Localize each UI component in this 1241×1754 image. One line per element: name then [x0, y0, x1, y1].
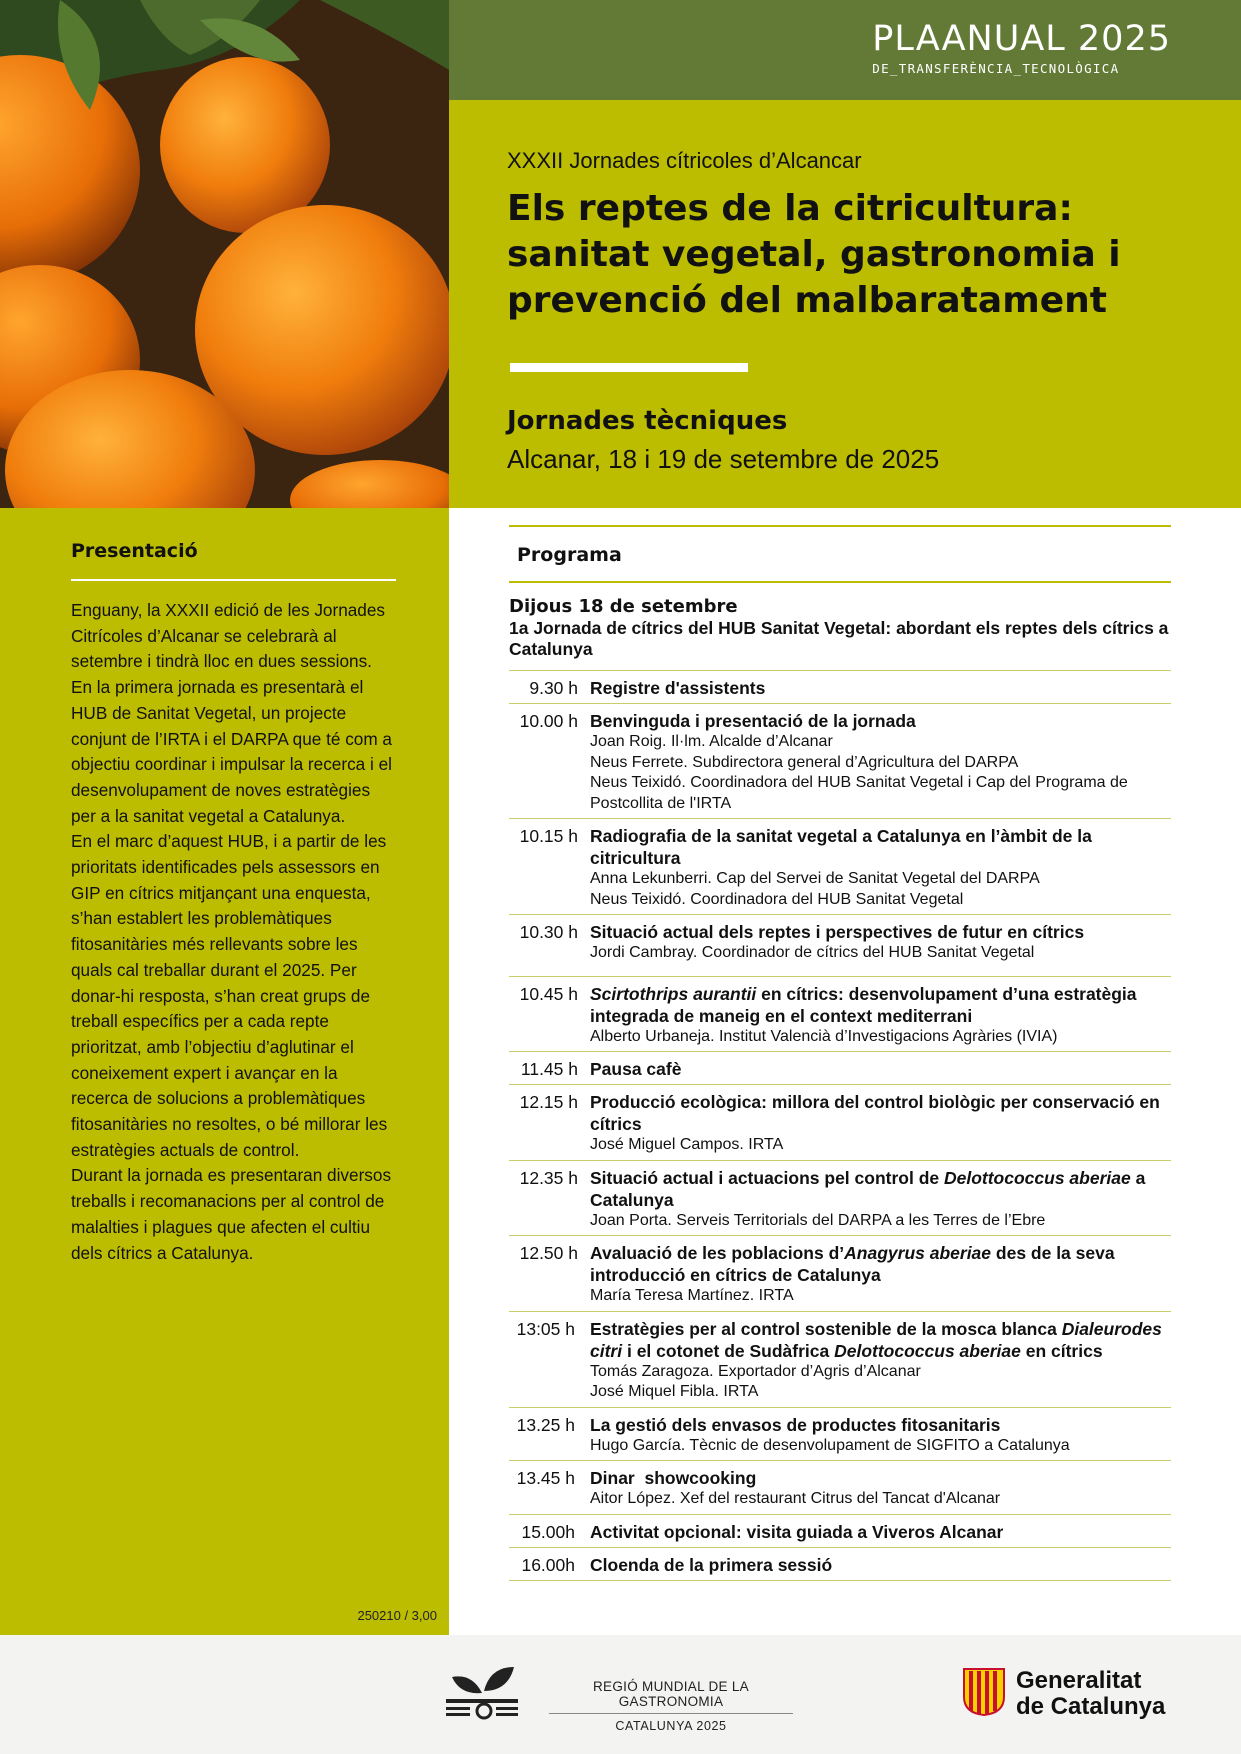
event-title: Els reptes de la citricultura: sanitat vegetal, gastronomia i prevenció del malbaratament [507, 188, 1121, 321]
presentation-paragraph: Enguany, la XXXII edició de les Jornades Citrícoles d’Alcanar se celebrarà al setembre i tindrà lloc en dues sessions. [71, 600, 386, 672]
row-title: La gestió dels envasos de productes fitosanitaris [590, 1414, 1001, 1435]
row-time: 16.00h [521, 1554, 575, 1575]
row-time: 10.00 h [519, 711, 578, 731]
programme-row [509, 819, 1171, 915]
row-title: Benvinguda i presentació de la jornada [590, 711, 916, 731]
row-time: 10.45 h [519, 983, 578, 1004]
presentation-sidebar [0, 508, 449, 1635]
presentation-paragraph: Durant la jornada es presentaran diversos treballs i recomanacions per al control de malalties i plagues que afecten el cultiu dels cítrics a Catalunya. [71, 1165, 392, 1263]
generalitat-line2: de Catalunya [1016, 1693, 1166, 1720]
programme-row [509, 1312, 1171, 1408]
programme-row [509, 1085, 1171, 1161]
row-time: 12.50 h [519, 1243, 578, 1263]
title-divider [510, 363, 748, 372]
species-name: Scirtothrips aurantii [590, 983, 757, 1004]
day-header [509, 583, 1171, 671]
row-speaker: Joan Roig. Il·lm. Alcalde d’Alcanar [590, 733, 833, 750]
row-title: Cloenda de la primera sessió [590, 1554, 833, 1575]
presentation-paragraph: En la primera jornada es presentarà el HUB de Sanitat Vegetal, un projecte conjunt de l’IRTA i el DARPA que té com a objectiu coordinar i impulsar la recerca i el desenvolupament de noves estratègies per a la sanitat vegetal a Catalunya. [71, 677, 392, 826]
gastronomy-region-text [549, 1679, 793, 1733]
row-speaker: Neus Teixidó. Coordinadora del HUB Sanitat Vegetal i Cap del Programa de Postcollita de l'IRTA [590, 774, 1128, 812]
row-speaker: Neus Ferrete. Subdirectora general d’Agricultura del DARPA [590, 753, 1019, 771]
day-title: Dijous 18 de setembre [509, 596, 738, 617]
row-time: 15.00h [521, 1521, 575, 1542]
presentation-divider [71, 579, 396, 581]
programme-title: Programa [517, 544, 622, 566]
species-name: Delottococcus aberiae [943, 1167, 1131, 1188]
programme-row [509, 1548, 1171, 1581]
row-time: 9.30 h [529, 678, 578, 698]
rmg-line2: CATALUNYA 2025 [615, 1719, 727, 1733]
row-title: Estratègies per al control sostenible de la mosca blanca Dialeurodes citri i el cotonet de Sudàfrica Delottococcus aberiae en cítrics [590, 1318, 1162, 1361]
programme-row [509, 1515, 1171, 1548]
generalitat-emblem [962, 1667, 1006, 1717]
row-title: Producció ecològica: millora del control biològic per conservació en cítrics [590, 1092, 1160, 1134]
row-time: 13.25 h [516, 1414, 575, 1435]
event-header [449, 100, 1241, 508]
row-speaker: María Teresa Martínez. IRTA [590, 1287, 794, 1304]
row-title: Dinar showcooking [590, 1468, 757, 1488]
row-speaker: Neus Teixidó. Coordinadora del HUB Sanitat Vegetal [590, 890, 964, 908]
row-time: 10.30 h [519, 922, 578, 942]
plan-logo-sub: DE_TRANSFERÈNCIA_TECNOLÒGICA [872, 61, 1120, 76]
presentation-paragraph: En el marc d’aquest HUB, i a partir de les prioritats identificades pels assessors en GIP en cítrics mitjançant una enquesta, s’han establert les problemàtiques fitosanitàries més rellevants sobre les quals cal treballar durant el 2025. Per donar-hi resposta, s’han creat grups de treball específics per a cada repte prioritzat, amb l’objectiu d’aglutinar el coneixement expert i avançar en la recerca de solucions a problemàtiques fitosanitàries no resoltes, o bé millorar les estratègies actuals de control. [71, 831, 388, 1160]
oranges-photo [0, 0, 449, 508]
programme-row [509, 1052, 1171, 1085]
presentation-title: Presentació [71, 540, 198, 562]
event-place-date: Alcanar, 18 i 19 de setembre de 2025 [507, 444, 940, 474]
row-title: Scirtothrips aurantii en cítrics: desenvolupament d’una estratègia integrada de maneig en el context mediterrani [590, 983, 1137, 1026]
row-time: 11.45 h [520, 1059, 578, 1079]
row-speaker: Aitor López. Xef del restaurant Citrus del Tancat d'Alcanar [590, 1490, 1001, 1507]
programme-row [509, 704, 1171, 819]
document-code: 250210 / 3,00 [357, 1608, 437, 1623]
row-title: Pausa cafè [590, 1059, 682, 1079]
programme-row [509, 1408, 1171, 1462]
row-time: 13.45 h [516, 1468, 575, 1488]
row-speaker: José Miquel Fibla. IRTA [590, 1383, 759, 1400]
programme [509, 525, 1171, 1581]
event-subtitle: XXXII Jornades cítricoles d’Alcancar [507, 148, 862, 173]
generalitat-name [1016, 1668, 1165, 1720]
programme-row [509, 977, 1171, 1053]
plan-logo-main: PLAANUAL 2025 [872, 19, 1171, 59]
species-name: Anagyrus aberiae [844, 1243, 992, 1263]
row-title: Activitat opcional: visita guiada a Viveros Alcanar [590, 1521, 1004, 1542]
row-time: 12.35 h [519, 1167, 578, 1188]
row-title: Radiografia de la sanitat vegetal a Catalunya en l’àmbit de la citricultura [590, 826, 1092, 868]
gastronomy-region-logo [442, 1663, 522, 1723]
row-speaker: Alberto Urbaneja. Institut Valencià d’Investigacions Agràries (IVIA) [590, 1027, 1058, 1045]
day-subtitle: 1a Jornada de cítrics del HUB Sanitat Vegetal: abordant els reptes dels cítrics a Catalunya [509, 618, 1169, 659]
event-type: Jornades tècniques [507, 406, 788, 436]
row-time: 10.15 h [519, 826, 578, 846]
footer [0, 1635, 1241, 1754]
row-speaker: Anna Lekunberri. Cap del Servei de Sanitat Vegetal del DARPA [590, 870, 1040, 887]
plan-band [449, 0, 1241, 100]
row-title: Situació actual dels reptes i perspectives de futur en cítrics [590, 922, 1085, 942]
programme-row [509, 671, 1171, 704]
row-title: Avaluació de les poblacions d’Anagyrus aberiae des de la seva introducció en cítrics de Catalunya [590, 1243, 1115, 1285]
row-speaker: Jordi Cambray. Coordinador de cítrics del HUB Sanitat Vegetal [590, 944, 1035, 961]
presentation-text [71, 598, 396, 1266]
programme-row [509, 915, 1171, 977]
plan-anual-logo [872, 19, 1171, 76]
row-title: Situació actual i actuacions pel control de Delottococcus aberiae a Catalunya [590, 1167, 1146, 1210]
row-title: Registre d'assistents [590, 678, 766, 698]
species-name: Delottococcus aberiae [834, 1340, 1021, 1361]
generalitat-line1: Generalitat [1016, 1667, 1142, 1694]
programme-row [509, 1236, 1171, 1312]
row-speaker: José Miguel Campos. IRTA [590, 1136, 784, 1153]
row-speaker: Hugo García. Tècnic de desenvolupament de SIGFITO a Catalunya [590, 1436, 1070, 1454]
programme-row [509, 1161, 1171, 1237]
rmg-line1: REGIÓ MUNDIAL DE LA GASTRONOMIA [549, 1679, 793, 1714]
row-time: 13:05 h [516, 1318, 575, 1339]
row-time: 12.15 h [519, 1092, 578, 1112]
programme-row [509, 1461, 1171, 1515]
species-name: Dialeurodes citri [590, 1318, 1162, 1361]
row-speaker: Tomás Zaragoza. Exportador d’Agris d’Alcanar [590, 1362, 921, 1380]
row-speaker: Joan Porta. Serveis Territorials del DARPA a les Terres de l’Ebre [590, 1211, 1046, 1229]
